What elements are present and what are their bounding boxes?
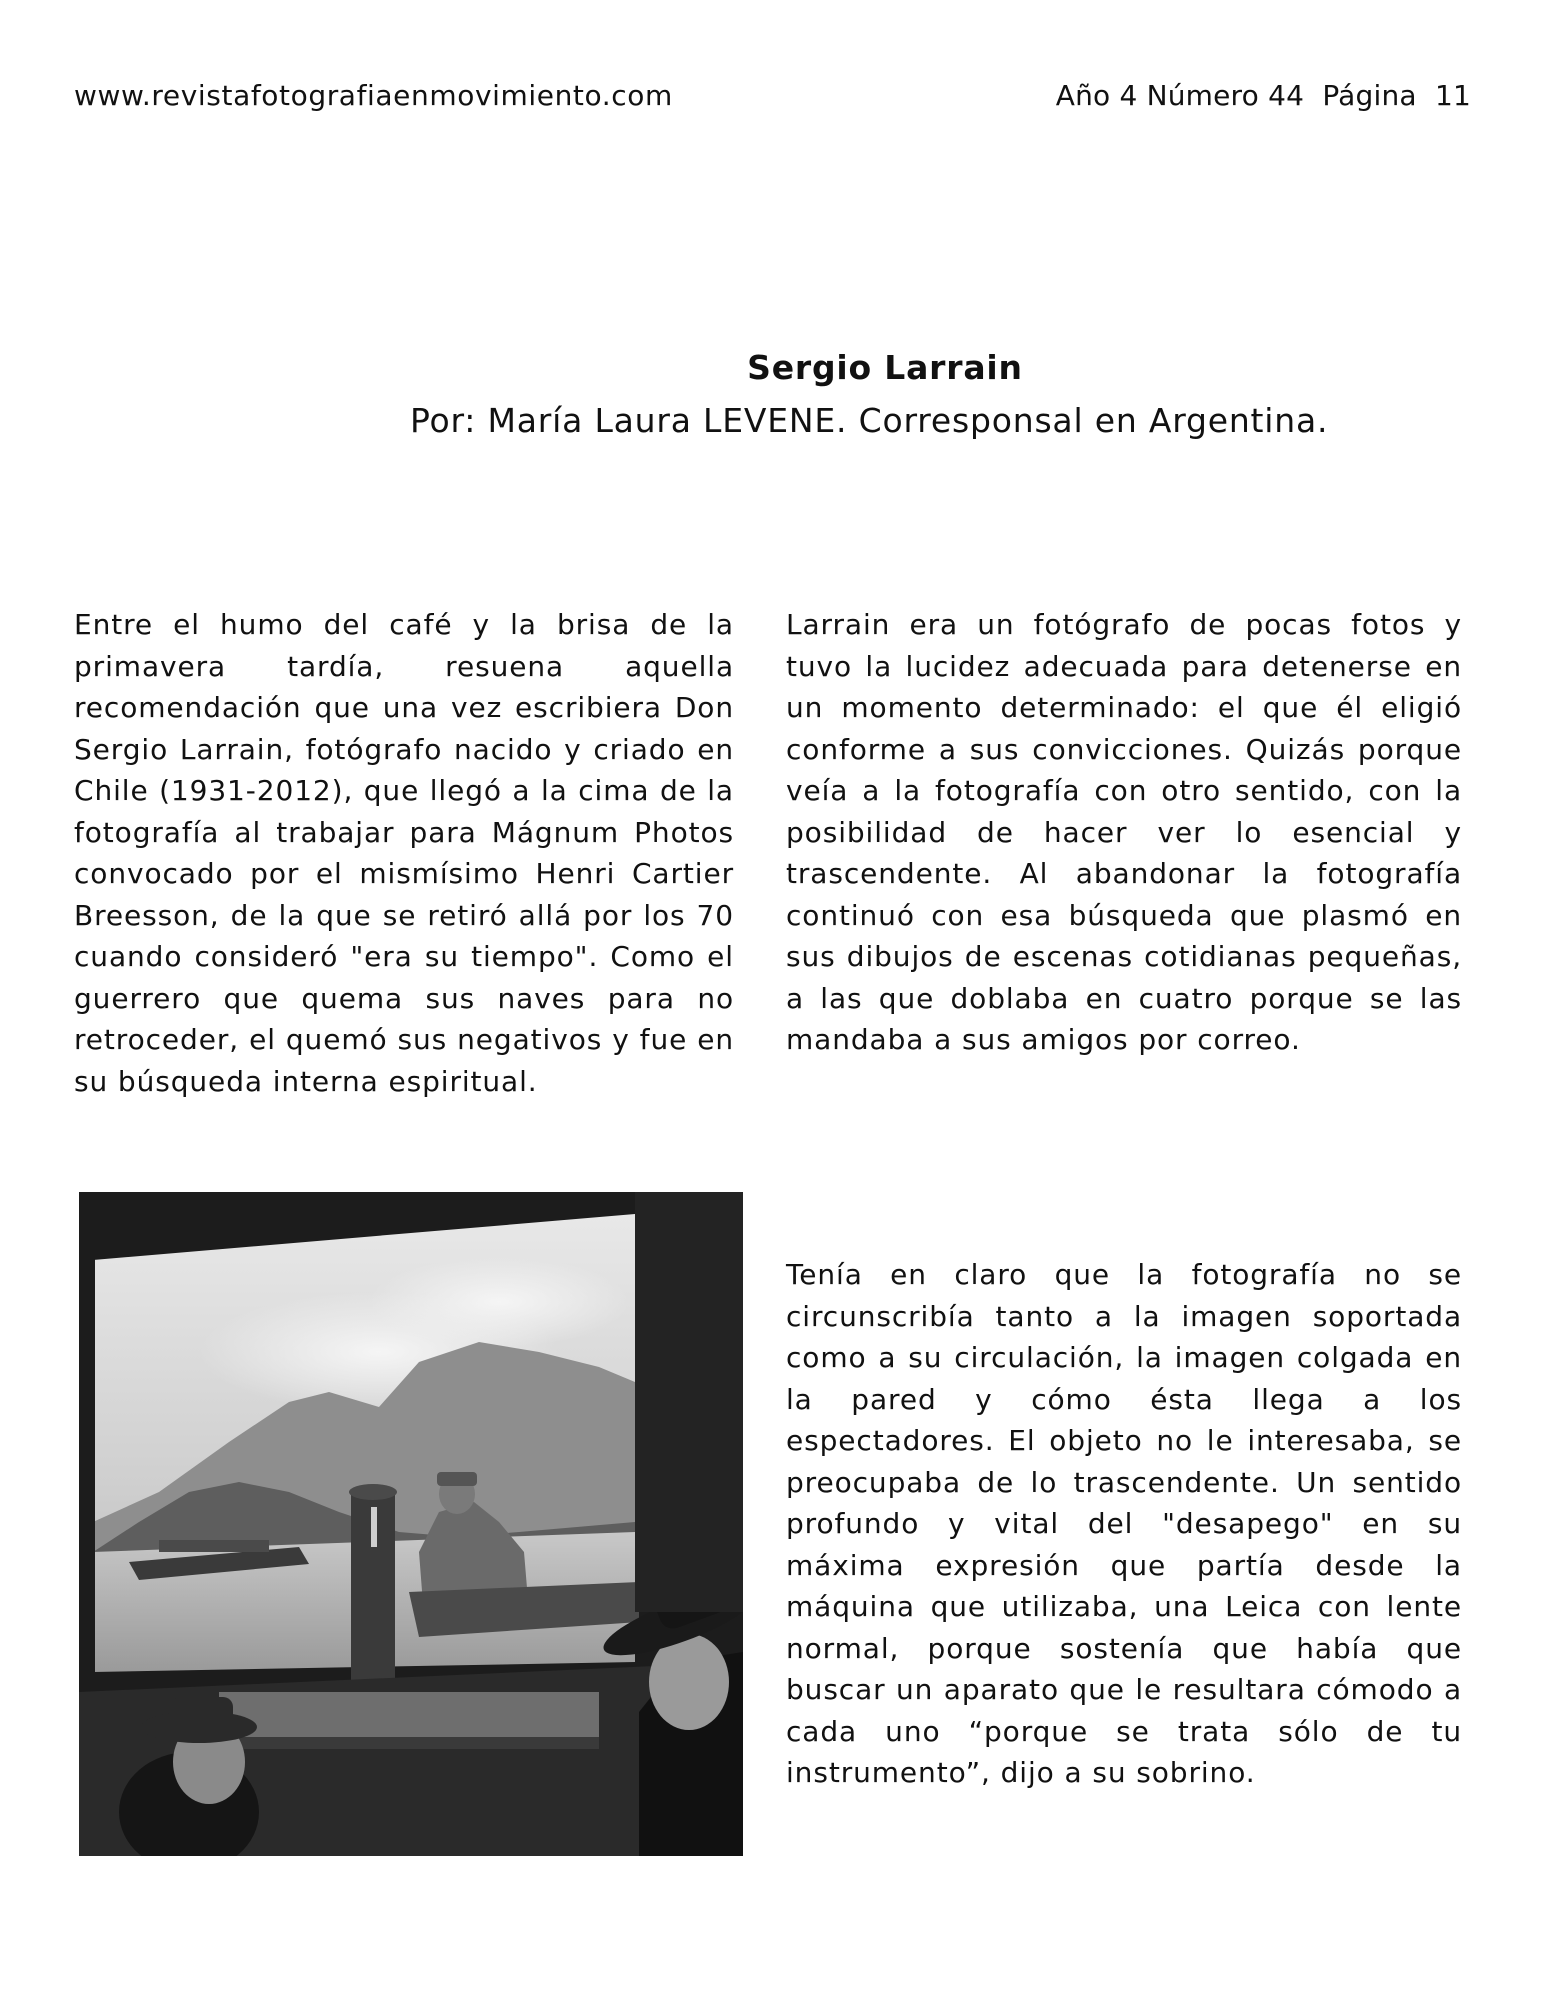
article-paragraph-1: Entre el humo del café y la brisa de la primavera tardía, resuena aquella recomendación que una vez escribiera Don Sergio Larrain, fotógrafo nacido y criado en Chile (1931-2012), que llegó a la cima de la fotografía al trabajar para Mágnum Photos convocado por el mismísimo Henri Cartier Breesson, de la que se retiró allá por los 70 cuando consideró "era su tiempo". Como el guerrero que quema sus naves para no retroceder, el quemó sus negativos y fue en su búsqueda interna espiritual. <box>74 608 734 1098</box>
article-paragraph-3: Tenía en claro que la fotografía no se circunscribía tanto a la imagen soportada como a su circulación, la imagen colgada en la pared y cómo ésta llega a los espectadores. El objeto no le interesaba, se preocupaba de lo trascendente. Un sentido profundo y vital del "desapego" en su máxima expresión que partía desde la máquina que utilizaba, una Leica con lente normal, porque sostenía que había que buscar un aparato que le resultara cómodo a cada uno “porque se trata sólo de tu instrumento”, dijo a su sobrino. <box>786 1258 1462 1789</box>
website-url: www.revistafotografiaenmovimiento.com <box>74 79 673 112</box>
article-title: Sergio Larrain <box>747 348 1023 387</box>
issue-info: Año 4 Número 44 Página 11 <box>1055 79 1471 112</box>
boat-scene-photo <box>79 1192 743 1856</box>
article-paragraph-2: Larrain era un fotógrafo de pocas fotos y tuvo la lucidez adecuada para detenerse en un momento determinado: el que él eligió conforme a sus convicciones. Quizás porque veía a la fotografía con otro sentido, con la posibilidad de hacer ver lo esencial y trascendente. Al abandonar la fotografía continuó con esa búsqueda que plasmó en sus dibujos de escenas cotidianas pequeñas, a las que doblaba en cuatro porque se las mandaba a sus amigos por correo. <box>786 608 1462 1056</box>
article-photo <box>79 1192 743 1856</box>
article-byline: Por: María Laura LEVENE. Corresponsal en Argentina. <box>410 401 1329 440</box>
